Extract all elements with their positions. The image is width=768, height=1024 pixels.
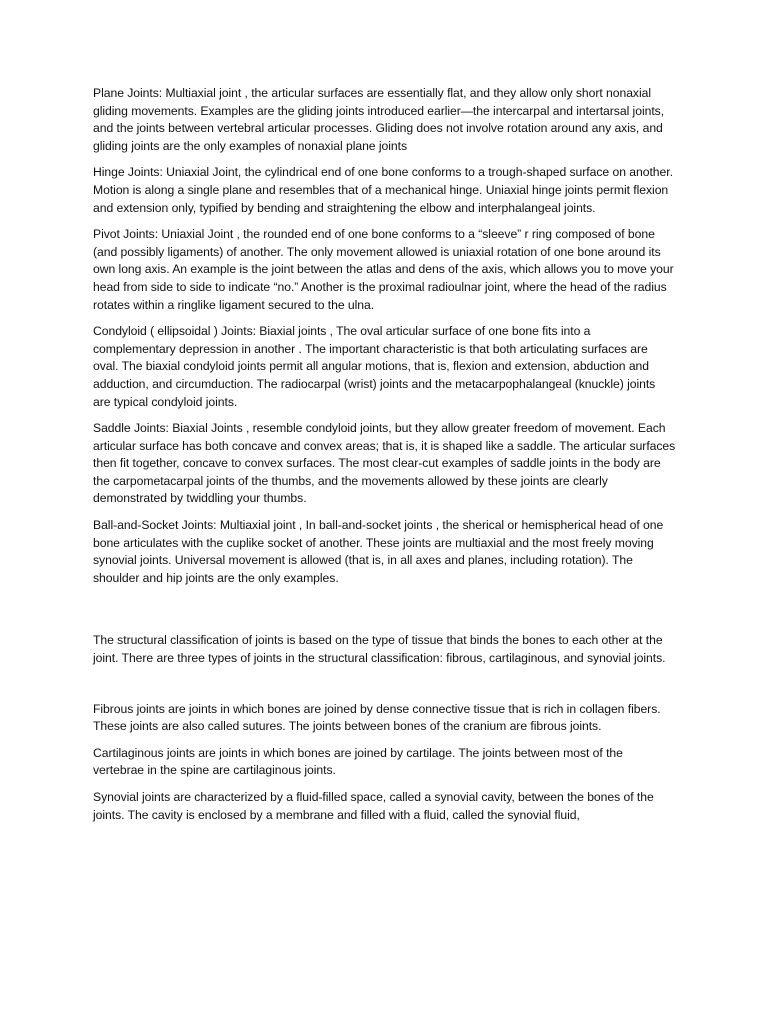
paragraph-fibrous-joints: Fibrous joints are joints in which bones are joined by dense connective tissue that is rich in collagen fibers. These joints are also called sutures. The joints between bones of the cranium are fibrous joints.: [93, 701, 661, 734]
paragraph-synovial-joints: Synovial joints are characterized by a fluid-filled space, called a synovial cavity, between the bones of the joints. The cavity is enclosed by a membrane and filled with a fluid, called the synovial fluid,: [93, 790, 654, 822]
paragraph-plane-joints: Plane Joints: Multiaxial joint , the articular surfaces are essentially flat, and they allow only short nonaxial gliding movements. Examples are the gliding joints introduced earlier—the intercarpal and intertarsal joints, and the joints between vertebral articular processes. Gliding does not involve rotation around any axis, and gliding joints are the only examples of nonaxial plane joints: [93, 86, 665, 153]
paragraph-hinge-joints: Hinge Joints: Uniaxial Joint, the cylindrical end of one bone conforms to a trough-shaped surface on another. Motion is along a single plane and resembles that of a mechanical hinge. Uniaxial hinge joints permit flexion and extension only, typified by bending and straightening the elbow and interphalangeal joints.: [93, 165, 673, 215]
paragraph-cartilaginous-joints: Cartilaginous joints are joints in which bones are joined by cartilage. The joints between most of the vertebrae in the spine are cartilaginous joints.: [93, 745, 623, 778]
paragraph-condyloid-joints: Condyloid ( ellipsoidal ) Joints: Biaxial joints , The oval articular surface of one bone fits into a complementary depression in another . The important characteristic is that both articulating surfaces are oval. The biaxial condyloid joints permit all angular motions, that is, flexion and extension, abduction and adduction, and circumduction. The radiocarpal (wrist) joints and the metacarpophalangeal (knuckle) joints are typical condyloid joints.: [93, 324, 656, 409]
paragraph-saddle-joints: Saddle Joints: Biaxial Joints , resemble condyloid joints, but they allow greater freedom of movement. Each articular surface has both concave and convex areas; that is, it is shaped like a saddle. The articular surfaces then fit together, concave to convex surfaces. The most clear-cut examples of saddle joints in the body are the carpometacarpal joints of the thumbs, and the movements allowed by these joints are clearly demonstrated by twiddling your thumbs.: [93, 421, 676, 506]
document-page: [93, 85, 676, 833]
paragraph-structural-classification: The structural classification of joints is based on the type of tissue that binds the bones to each other at the joint. There are three types of joints in the structural classification: fibrous, cartilaginous, and synovial joints.: [93, 633, 666, 666]
paragraph-pivot-joints: Pivot Joints: Uniaxial Joint , the rounded end of one bone conforms to a “sleeve” r ring composed of bone (and possibly ligaments) of another. The only movement allowed is uniaxial rotation of one bone around its own long axis. An example is the joint between the atlas and dens of the axis, which allows you to move your head from side to side to indicate “no.” Another is the proximal radioulnar joint, where the head of the radius rotates within a ringlike ligament secured to the ulna.: [93, 227, 674, 312]
paragraph-ball-and-socket-joints: Ball-and-Socket Joints: Multiaxial joint , In ball-and-socket joints , the sherical or hemispherical head of one bone articulates with the cuplike socket of another. These joints are multiaxial and the most freely moving synovial joints. Universal movement is allowed (that is, in all axes and planes, including rotation). The shoulder and hip joints are the only examples.: [93, 518, 664, 585]
